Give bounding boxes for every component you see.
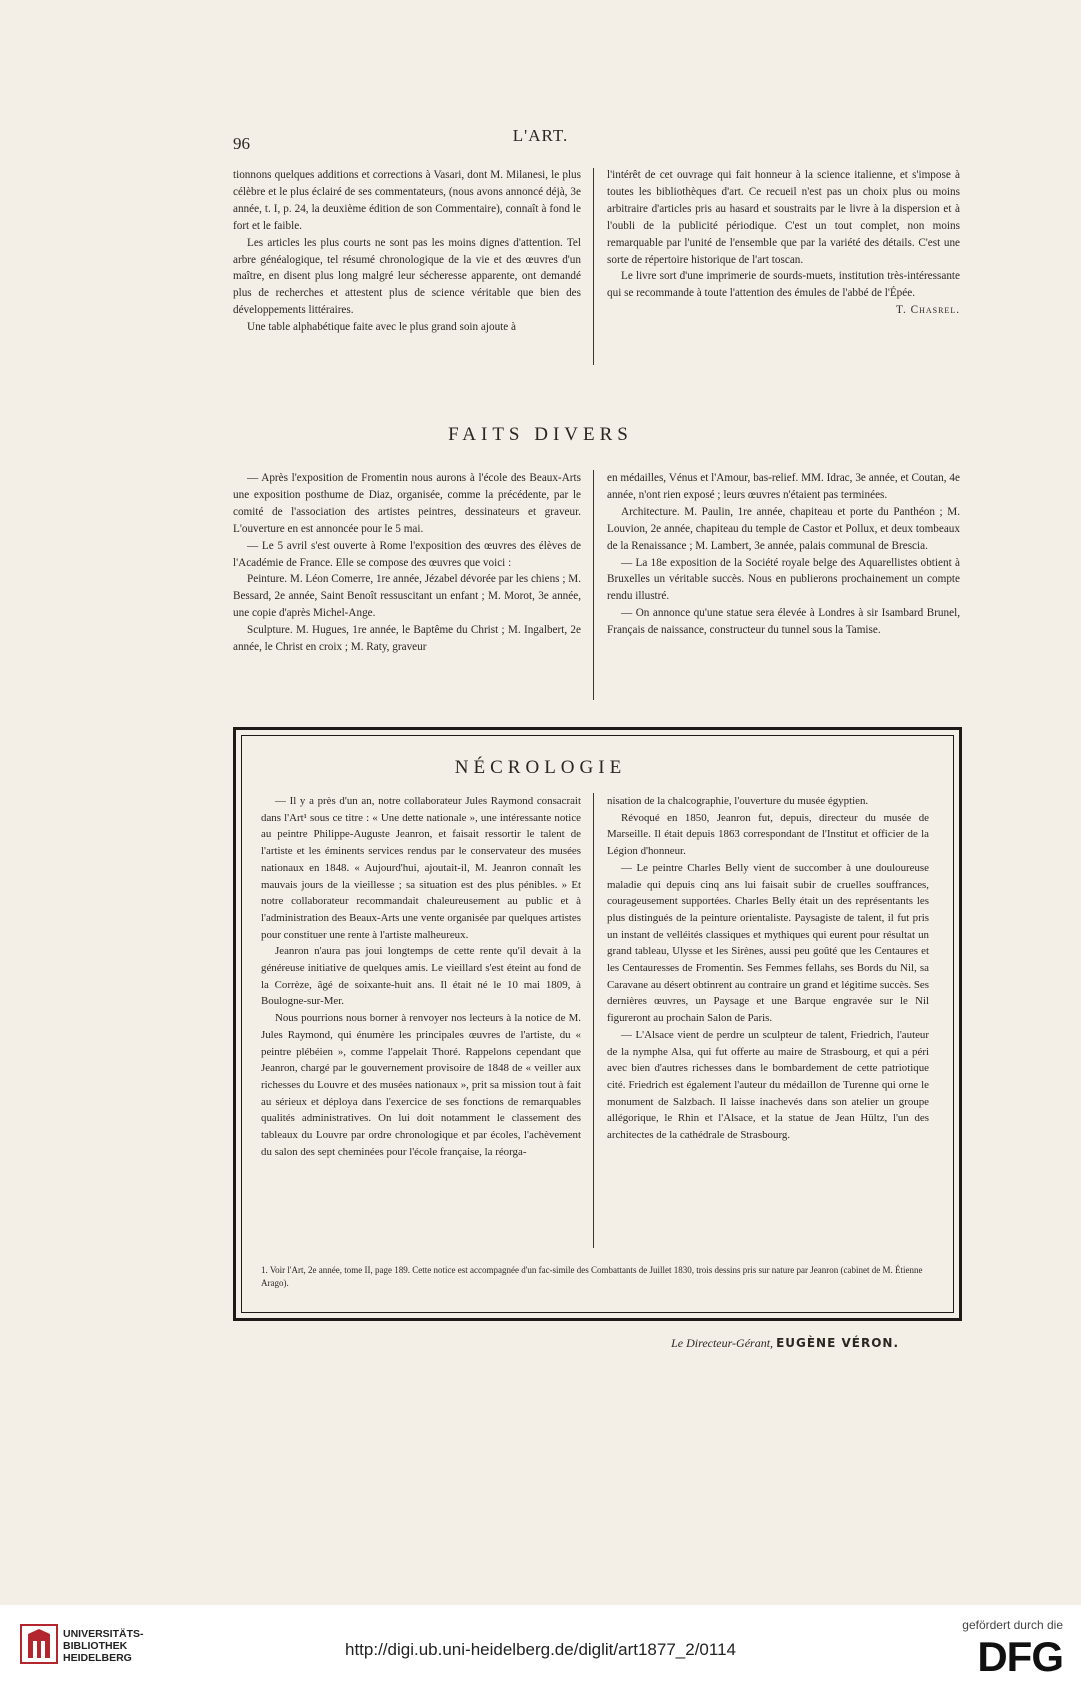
footnote: 1. Voir l'Art, 2e année, tome II, page 189. Cette notice est accompagnée d'un fac-simile des Combattants de Juillet 1830, trois dessins pris sur nature par Jeanron (cabinet de M. Étienne Arago). — [261, 1265, 923, 1288]
paragraph: Révoqué en 1850, Jeanron fut, depuis, directeur du musée de Marseille. Il était depuis 1863 correspondant de l'Institut et officier de la Légion d'honneur. — [607, 811, 929, 858]
top-left-column — [233, 167, 581, 336]
paragraph: Les articles les plus courts ne sont pas les moins dignes d'attention. Tel arbre généalogique, tel résumé chronologique de la vie et des œuvres d'un maître, en disent plus long malgré leur sécheresse apparente, ont demandé plus de recherches et attestent plus de science véritable que bien des développements littéraires. — [233, 236, 581, 317]
faits-divers-left-column — [233, 470, 581, 656]
permalink-url[interactable]: http://digi.ub.uni-heidelberg.de/diglit/art1877_2/0114 — [345, 1640, 736, 1659]
funded-by-label: gefördert durch die — [962, 1618, 1063, 1632]
paragraph: — On annonce qu'une statue sera élevée à Londres à sir Isambard Brunel, Français de naissance, constructeur du tunnel sous la Tamise. — [607, 607, 960, 637]
paragraph: — Il y a près d'un an, notre collaborateur Jules Raymond consacrait dans l'Art¹ sous ce titre : « Une dette nationale », une intéressante notice au peintre Philippe-Auguste Jeanron, et faisait ressortir le talent de l'artiste et les éminents services rendus par le conservateur des musées nationaux en 1848. « Aujourd'hui, ajoutait-il, M. Jeanron connaît les mauvais jours de la vieillesse ; sa situation est des plus pénibles. » Et notre collaborateur recommandait chaleureusement au public et à l'administration des Beaux-Arts une vente organisée par quelques artistes pour constituer une rente à l'artiste malheureux. — [261, 795, 581, 941]
paragraph: — Après l'exposition de Fromentin nous aurons à l'école des Beaux-Arts une exposition posthume de Diaz, organisée, comme la précédente, par le comité de l'association des artistes peintres, dessinateurs et graveur. L'ouverture en est annoncée pour le 5 mai. — [233, 472, 581, 535]
column-rule — [593, 793, 594, 1248]
paragraph: — Le 5 avril s'est ouverte à Rome l'exposition des œuvres des élèves de l'Académie de France. Elle se compose des œuvres que voici : — [233, 539, 581, 569]
necrologie-title: NÉCROLOGIE — [454, 757, 627, 778]
paragraph: Architecture. M. Paulin, 1re année, chapiteau et porte du Panthéon ; M. Louvion, 2e année, chapiteau du temple de Castor et Pollux, et deux tombeaux de la Renaissance ; M. Lambert, 3e année, palais communal de Brescia. — [607, 505, 960, 552]
paragraph: Peinture. M. Léon Comerre, 1re année, Jézabel dévorée par les chiens ; M. Bessard, 2e année, Saint Benoît ressuscitant un enfant ; M. Morot, 3e année, une copie d'après Michel-Ange. — [233, 573, 581, 620]
paragraph: Sculpture. M. Hugues, 1re année, le Baptême du Christ ; M. Ingalbert, 2e année, le Christ en croix ; M. Raty, graveur — [233, 624, 581, 654]
paragraph: Jeanron n'aura pas joui longtemps de cette rente qu'il devait à la généreuse initiative de quelques amis. Le vieillard s'est éteint au fond de la Corrèze, âgé de soixante-huit ans. Il était né le 10 mai 1809, à Boulogne-sur-Mer. — [261, 945, 581, 1008]
director-label: Le Directeur-Gérant, — [671, 1336, 774, 1350]
paragraph: nisation de la chalcographie, l'ouverture du musée égyptien. — [607, 795, 869, 807]
necrologie-right-column — [607, 793, 929, 1144]
faits-divers-right-column — [607, 470, 960, 639]
director-line — [671, 1336, 899, 1351]
faits-divers-title: FAITS DIVERS — [448, 424, 633, 445]
director-name: EUGÈNE VÉRON. — [776, 1336, 899, 1350]
paragraph: — La 18e exposition de la Société royale belge des Aquarellistes obtient à Bruxelles un véritable succès. Nous en publierons prochainement un compte rendu illustré. — [607, 556, 960, 603]
dfg-logo[interactable]: DFG — [977, 1633, 1063, 1680]
paragraph: en médailles, Vénus et l'Amour, bas-relief. MM. Idrac, 3e année, et Coutan, 4e année, n'ont rien exposé ; leurs œuvres n'étaient pas terminées. — [607, 472, 960, 501]
top-right-column — [607, 167, 960, 319]
column-rule — [593, 168, 594, 365]
necrologie-left-column — [261, 793, 581, 1160]
paragraph: — Le peintre Charles Belly vient de succomber à une douloureuse maladie qui depuis cinq ans lui faisait subir de cruelles souffrances, courageusement supportées. Charles Belly était un des représentants les plus distingués de la peinture orientaliste. Paysagiste de talent, il fut pris un instant de velléités classiques et mythiques qui eurent pour résultat un grand tableau, Ulysse et les Sirènes, aussi peu goûté que les Centaures et les Centauresses de Fromentin. Ses Femmes fellahs, ses Bords du Nil, sa Caravane au désert obtinrent au contraire un grand et légitime succès. Ses dernières œuvres, un Paysage et une Barque engravée sur le Nil figureront au prochain Salon de Paris. — [607, 861, 929, 1025]
paragraph: l'intérêt de cet ouvrage qui fait honneur à la science italienne, et s'impose à toutes les bibliothèques d'art. Ce recueil n'est pas un choix plus ou moins arbitraire d'articles pris au hasard et soustraits par le livre à la dispersion et à l'oubli de la publicité périodique. C'est un tout complet, non moins remarquable par l'unité de l'ensemble que par la variété des détails. C'est une sorte de répertoire historique de l'art toscan. — [607, 169, 960, 266]
library-name: UNIVERSITÄTS- BIBLIOTHEK HEIDELBERG — [63, 1628, 144, 1664]
journal-title: L'ART. — [512, 126, 569, 145]
paragraph: Le livre sort d'une imprimerie de sourds-muets, institution très-intéressante qui se recommande à toute l'attention des émules de l'abbé de l'Épée. — [607, 270, 960, 300]
signature: T. Chasrel. — [896, 304, 960, 317]
paragraph: Une table alphabétique faite avec le plus grand soin ajoute à — [247, 321, 517, 334]
paragraph: tionnons quelques additions et corrections à Vasari, dont M. Milanesi, le plus célèbre et le plus éclairé de ses commentateurs, (nous avons annoncé déjà, 3e année, t. I, p. 24, la deuxième édition de son Commentaire), connaît à fond le fort et le faible. — [233, 169, 581, 232]
column-rule — [593, 470, 594, 700]
paragraph: — L'Alsace vient de perdre un sculpteur de talent, Friedrich, l'auteur de la nymphe Alsa, qui fut offerte au maire de Strasbourg, et qui a péri avec bien d'autres richesses dans le bombardement de cette patriotique cité. Friedrich est également l'auteur du médaillon de Turenne qui orne le monument de Salzbach. Il laisse inachevés dans son atelier un groupe allégorique, le Rhin et l'Alsace, et la statue de Jean Hültz, l'un des architectes de la cathédrale de Strasbourg. — [607, 1028, 929, 1142]
paragraph: Nous pourrions nous borner à renvoyer nos lecteurs à la notice de M. Jules Raymond, qui énumère les principales œuvres de l'artiste, du « peintre plébéien », comme l'appelait Thoré. Rappelons cependant que Jeanron, chargé par le gouvernement provisoire de 1848 de « veiller aux richesses du Louvre et des musées nationaux », prit sa mission tout à fait au sérieux et déploya dans l'exercice de ses fonctions de remarquables qualités administratives. On lui doit notamment le classement des tableaux du Louvre par ordre chronologique et par écoles, l'achèvement du salon des sept cheminées pour l'école française, la réorga- — [261, 1012, 581, 1158]
page-number: 96 — [233, 134, 250, 153]
